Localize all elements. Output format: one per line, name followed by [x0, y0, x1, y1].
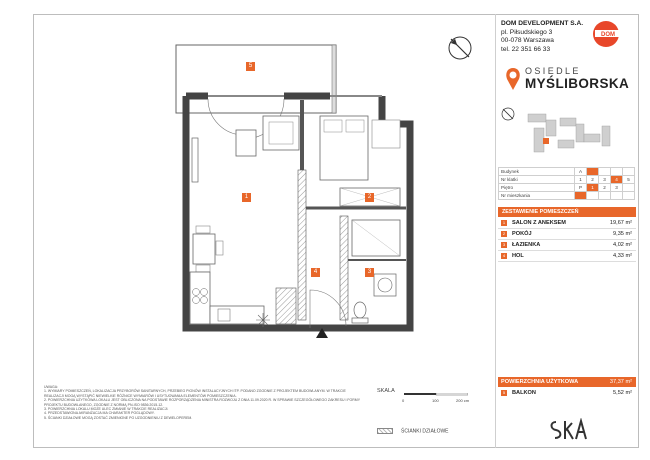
- company-name: DOM DEVELOPMENT S.A.: [501, 20, 584, 27]
- nightstand: [372, 120, 400, 148]
- company-phone: tel. 22 351 66 33: [501, 45, 551, 53]
- room-name: POKÓJ: [512, 231, 532, 237]
- room-label-5: 5: [246, 62, 255, 71]
- apartment-info-table: [498, 167, 635, 200]
- armchair: [236, 130, 256, 156]
- info-cell: 3: [599, 176, 611, 184]
- rooms-summary-title: ZESTAWIENIE POMIESZCZEŃ: [498, 207, 636, 217]
- info-cell: [623, 192, 635, 200]
- info-cell: 2: [587, 176, 599, 184]
- info-cell: A: [575, 168, 587, 176]
- room-name: HOL: [512, 253, 524, 259]
- info-cell: 1: [575, 176, 587, 184]
- balcony-number: 5: [502, 390, 506, 395]
- notes: [44, 385, 364, 420]
- balcony-name: BALKON: [512, 390, 536, 396]
- info-cell: 2: [599, 184, 611, 192]
- info-row-staircase: [499, 176, 635, 184]
- info-cell-selected: 1: [587, 184, 599, 192]
- scale-tick-200: 200 cm: [456, 398, 470, 403]
- info-cell: [611, 192, 623, 200]
- room-row: [498, 229, 636, 240]
- scale-bar: [404, 393, 468, 397]
- balcony-row: [498, 388, 636, 398]
- room-label-2: 2: [365, 193, 374, 202]
- compass-icon: [449, 37, 471, 59]
- info-cell-selected: [587, 168, 599, 176]
- info-cell: [623, 184, 635, 192]
- info-cell: P: [575, 184, 587, 192]
- chair: [216, 241, 223, 255]
- pillow: [324, 120, 342, 132]
- company-info: [501, 20, 583, 54]
- company-street: pl. Piłsudskiego 3: [501, 28, 553, 36]
- estate-logo-line2: MYŚLIBORSKA: [525, 76, 630, 91]
- wardrobe-hatch: [276, 288, 296, 324]
- scale-tick-0: 0: [402, 398, 405, 403]
- room-number: 3: [502, 242, 506, 247]
- balcony-outline: [176, 45, 336, 113]
- estate-logo-icon: [505, 66, 521, 92]
- dom-logo-text: DOM: [601, 32, 615, 38]
- room-row: [498, 240, 636, 251]
- fan-symbol: [256, 313, 270, 327]
- washing-machine: [374, 274, 396, 296]
- architect-logo-icon: [548, 418, 588, 444]
- site-minimap: [498, 104, 638, 164]
- minimap-compass-icon: [502, 108, 514, 120]
- info-label: Budynek: [499, 168, 575, 176]
- room-label-4: 4: [311, 268, 320, 277]
- toilet: [354, 302, 366, 318]
- info-cell: [623, 168, 635, 176]
- chair: [196, 265, 210, 272]
- pillow: [346, 120, 364, 132]
- room-row: [498, 251, 636, 262]
- info-cell: 3: [611, 184, 623, 192]
- room-name: ŁAZIENKA: [512, 242, 541, 248]
- info-cell-selected: 4: [611, 176, 623, 184]
- company-city: 00-078 Warszawa: [501, 37, 554, 45]
- scale-label: SKALA: [377, 388, 395, 394]
- info-row-apartment: [499, 192, 635, 200]
- toilet-tank: [352, 318, 368, 323]
- dom-logo-icon: [592, 20, 625, 48]
- note-item: 3. POWIERZCHNIA LOKALU MOŻE ULEC ZMIANIE W TRAKCIE REALIZACJI.: [44, 407, 169, 412]
- room-label-3: 3: [365, 268, 374, 277]
- room-number: 4: [502, 253, 506, 258]
- info-cell: [599, 192, 611, 200]
- note-item: 2. POWIERZCHNIA UŻYTKOWA LOKALU JEST OBLICZONA NA PODSTAWIE ROZPORZĄDZENIA MINISTRA ROZWOJU Z DNIA 11.09.2020 R. W SPRAWIE SZCZEGÓŁOWEGO ZAKRESU I FORMY PROJEKTU BUDOWLANEGO, ZGODNIE Z NORMĄ PN-ISO 9836:2015-12.: [44, 398, 360, 407]
- room-area: 4,33 m²: [613, 253, 632, 259]
- info-row-building: [499, 168, 635, 176]
- info-row-floor: [499, 184, 635, 192]
- note-item: 1. WYMIARY POMIESZCZEŃ, LOKALIZACJA PRZYBORÓW SANITARNYCH, PRZEBIEG PIONÓW INSTALACYJNYCH ITP. PODANO ZGODNIE Z PROJEKTEM BUDOWLANYM. W TRAKCIE REALIZACJI MOGĄ WYSTĄPIĆ NIEWIELKIE RÓŻNICE WYMIARÓW I USYTUOWANIA ELEMENTÓW POMIESZCZENIA.: [44, 389, 346, 398]
- info-cell: [587, 192, 599, 200]
- room-area: 4,02 m²: [613, 242, 632, 248]
- info-label: Nr mieszkania: [499, 192, 575, 200]
- dining-table: [193, 234, 215, 264]
- room-name: SALON Z ANEKSEM: [512, 220, 566, 226]
- legend: [377, 428, 449, 434]
- info-label: Piętro: [499, 184, 575, 192]
- bathroom-wall: [340, 216, 348, 320]
- partition-hatch: [298, 170, 306, 320]
- room-label-1: 1: [242, 193, 251, 202]
- room-row: [498, 218, 636, 229]
- floor-plan: [40, 20, 490, 390]
- note-item: 4. PRZEDSTAWIONA AKRANŻACJA MA CHARAKTER POGLĄDOWY.: [44, 411, 155, 416]
- estate-logo-line1: OSIEDLE: [525, 66, 581, 76]
- sofa-seat: [269, 122, 293, 144]
- info-cell: 5: [623, 176, 635, 184]
- room-number: 2: [502, 231, 506, 236]
- sink: [218, 309, 230, 321]
- room-area: 19,67 m²: [609, 220, 632, 226]
- notes-heading: UWAGA:: [44, 385, 59, 389]
- info-cell: [599, 168, 611, 176]
- info-cell: [611, 168, 623, 176]
- usable-area-value: 37,37 m²: [609, 379, 632, 385]
- balcony-railing: [332, 45, 336, 113]
- room-area: 9,35 m²: [613, 231, 632, 237]
- chair: [196, 226, 210, 233]
- estate-logo: [505, 64, 635, 94]
- usable-area-label: POWIERZCHNIA UŻYTKOWA: [501, 379, 579, 385]
- legend-label: ŚCIANKI DZIAŁOWE: [401, 428, 449, 435]
- balcony-area: 5,52 m²: [613, 390, 632, 396]
- info-cell-selected: [575, 192, 587, 200]
- legend-swatch: [377, 428, 393, 434]
- scale-tick-100: 100: [432, 398, 439, 403]
- usable-area-bar: [498, 377, 636, 387]
- tv-unit: [192, 138, 198, 182]
- room-number: 1: [502, 220, 506, 225]
- info-label: Nr klatki: [499, 176, 575, 184]
- sheet-divider: [495, 14, 496, 448]
- minimap-highlight: [543, 138, 549, 144]
- note-item: 5. ŚCIANKI DZIAŁOWE MOGĄ ZOSTAĆ ZMIENIONE PO UZGODNIENIU Z DEWELOPEREM.: [44, 415, 193, 420]
